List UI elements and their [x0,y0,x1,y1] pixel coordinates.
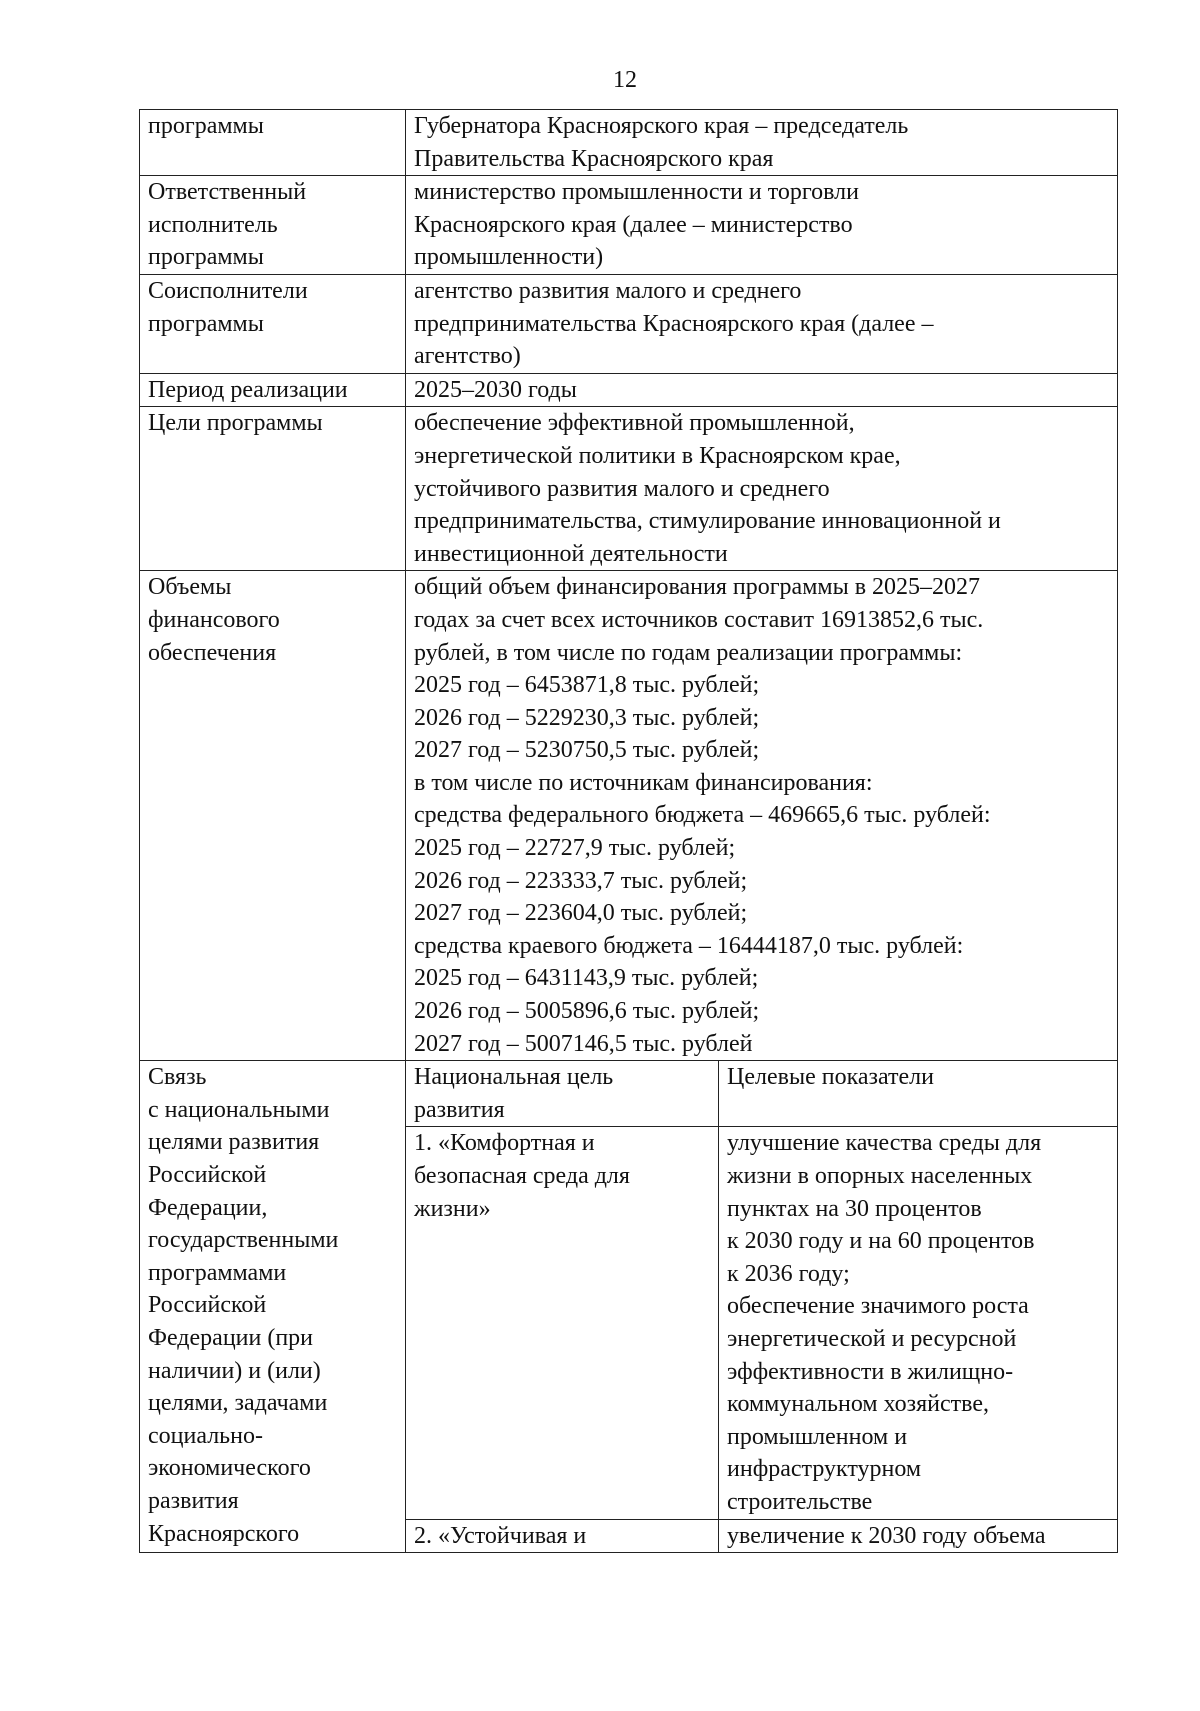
row-label-cell [140,373,406,407]
row-value-line: 2026 год – 5005896,6 тыс. рублей; [414,998,760,1025]
row-label-line: Цели программы [148,410,323,437]
row-value-cell [406,176,1118,275]
row-value-cell [406,407,1118,571]
indicator-line: эффективности в жилищно- [727,1358,1014,1385]
row-label-line: целями развития [148,1129,320,1156]
table-row [140,176,1118,275]
row-label-line: целями, задачами [148,1390,328,1417]
indicator-line: строительстве [727,1488,873,1515]
target-indicators-cell [719,1127,1118,1519]
header-line: развития [414,1096,505,1123]
passport-body [140,110,1118,1553]
subtable-row [406,1519,1117,1552]
row-label-line: Красноярского [148,1520,300,1547]
page-number: 12 [613,67,637,93]
indicator-line: энергетической и ресурсной [727,1325,1017,1352]
row-label-line: Объемы [148,574,232,601]
header-national-goal [406,1061,719,1127]
row-value-line: 2026 год – 5229230,3 тыс. рублей; [414,704,760,731]
national-goal-cell [406,1127,719,1519]
row-label-line: программы [148,310,264,337]
goal-line: 2. «Устойчивая и [414,1522,587,1549]
row-label-line: обеспечения [148,639,277,666]
table-row [140,110,1118,176]
row-label-line: программы [148,244,264,271]
row-label-line: программами [148,1259,287,1286]
row-label-line: Период реализации [148,376,348,403]
row-value-line: рублей, в том числе по годам реализации программы: [414,639,963,666]
row-value-line: 2027 год – 5230750,5 тыс. рублей; [414,737,760,764]
indicator-line: жизни в опорных населенных [727,1163,1033,1189]
row-value-line: агентство развития малого и среднего [414,277,802,304]
row-label-cell [140,176,406,275]
indicator-line: инфраструктурном [727,1456,922,1483]
row-label-line: Связь [148,1064,207,1091]
row-value-line: Правительства Красноярского края [414,145,774,172]
row-label-cell [140,571,406,1061]
row-label-line: финансового [148,606,280,633]
row-value-line: Красноярского края (далее – министерство [414,211,853,238]
row-value-line: обеспечение эффективной промышленной, [414,410,855,437]
indicator-line: улучшение качества среды для [727,1130,1042,1157]
row-value-line: 2027 год – 5007146,5 тыс. рублей [414,1030,753,1057]
table-row [140,571,1118,1061]
row-label-line: развития [148,1487,239,1514]
row-value-line: в том числе по источникам финансирования: [414,769,873,796]
row-label-line: наличии) и (или) [148,1357,321,1384]
row-value-cell [406,373,1118,407]
row-value-line: 2025 год – 6453871,8 тыс. рублей; [414,672,760,699]
table-row-national-goals [140,1061,1118,1553]
subtable-row [406,1127,1117,1519]
national-goals-cell [406,1061,1118,1553]
row-label-line: программы [148,113,264,139]
row-value-line: агентство) [414,343,521,370]
row-label-line: Российской [148,1292,267,1319]
row-value-line: предпринимательства, стимулирование инновационной и [414,508,1001,535]
indicator-line: пунктах на 30 процентов [727,1195,982,1222]
subtable-header-row [406,1061,1117,1127]
target-indicators-cell [719,1519,1118,1552]
row-label-line: социально- [148,1422,263,1449]
row-label-line: Российской [148,1162,267,1188]
row-label-line: исполнитель [148,211,278,238]
header-line: Национальная цель [414,1064,614,1091]
row-value-line: Губернатора Красноярского края – председатель [414,113,909,139]
row-value-line: 2027 год – 223604,0 тыс. рублей; [414,900,748,927]
row-label-cell [140,407,406,571]
row-value-cell [406,571,1118,1061]
row-value-line: устойчивого развития малого и среднего [414,475,830,502]
row-label-line: экономического [148,1455,311,1482]
row-label-cell [140,1061,406,1553]
header-target-indicators [719,1061,1118,1127]
row-value-line: 2025 год – 6431143,9 тыс. рублей; [414,965,759,992]
row-value-line: 2026 год – 223333,7 тыс. рублей; [414,867,748,894]
table-row [140,373,1118,407]
row-value-cell [406,110,1118,176]
row-value-line: 2025 год – 22727,9 тыс. рублей; [414,835,736,862]
row-value-line: общий объем финансирования программы в 2025–2027 [414,574,981,601]
row-value-line: энергетической политики в Красноярском крае, [414,442,901,469]
indicator-line: к 2030 году и на 60 процентов [727,1228,1035,1255]
row-label-cell [140,274,406,373]
row-value-line: министерство промышленности и торговли [414,179,859,206]
national-goal-cell [406,1519,719,1552]
row-label-cell [140,110,406,176]
row-label-line: Ответственный [148,179,307,206]
program-passport-table [139,109,1118,1553]
indicator-line: обеспечение значимого роста [727,1293,1029,1320]
row-value-line: годах за счет всех источников составит 16913852,6 тыс. [414,606,984,633]
national-goals-subtable [406,1061,1117,1552]
row-value-line: инвестиционной деятельности [414,540,728,567]
row-label-line: Федерации, [148,1194,268,1221]
header-line: Целевые показатели [727,1064,934,1091]
row-label-line: государственными [148,1227,339,1254]
table-row [140,407,1118,571]
row-value-line: промышленности) [414,244,604,271]
row-value-cell [406,274,1118,373]
table-row [140,274,1118,373]
goal-line: 1. «Комфортная и [414,1130,595,1157]
indicator-line: промышленном и [727,1423,908,1450]
indicator-line: увеличение к 2030 году объема [727,1522,1046,1549]
indicator-line: коммунальном хозяйстве, [727,1391,989,1418]
row-label-line: с национальными [148,1096,330,1123]
goal-line: жизни» [414,1195,491,1222]
row-value-line: предпринимательства Красноярского края (далее – [414,310,934,337]
row-value-line: средства федерального бюджета – 469665,6 тыс. рублей: [414,802,991,829]
goal-line: безопасная среда для [414,1163,630,1189]
row-value-line: 2025–2030 годы [414,376,577,403]
row-label-line: Федерации (при [148,1324,314,1351]
indicator-line: к 2036 году; [727,1260,850,1287]
row-label-line: Соисполнители [148,277,308,304]
row-value-line: средства краевого бюджета – 16444187,0 тыс. рублей: [414,932,964,959]
